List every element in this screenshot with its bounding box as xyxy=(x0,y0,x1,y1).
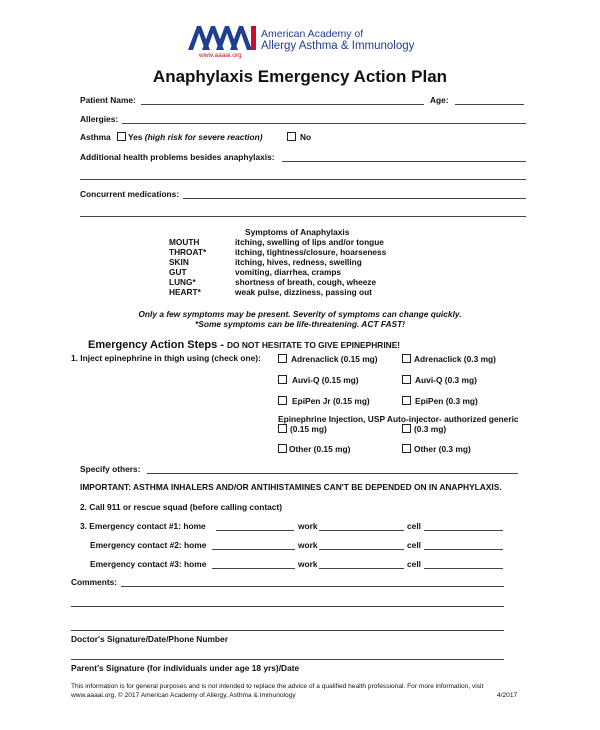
allergies-field[interactable] xyxy=(122,123,526,124)
asthma-yes-label xyxy=(128,132,263,142)
asthma-yes-text: Yes xyxy=(128,132,143,142)
symptom-desc: shortness of breath, cough, wheeze xyxy=(235,277,377,287)
symptom-desc: vomiting, diarrhea, cramps xyxy=(235,267,342,277)
symptom-desc: itching, hives, redness, swelling xyxy=(235,257,362,267)
medications-field-2[interactable] xyxy=(80,216,526,217)
doctor-signature-line[interactable] xyxy=(71,630,504,631)
website: www.aaaai.org xyxy=(199,52,242,59)
asthma-label: Asthma xyxy=(80,132,111,142)
asthma-yes-note: (high risk for severe reaction) xyxy=(144,132,263,142)
contact-3-home-field[interactable] xyxy=(212,568,295,569)
symptom-row xyxy=(169,247,386,257)
action-steps-heading xyxy=(88,339,400,351)
step-1-label: 1. Inject epinephrine in thigh using (check one): xyxy=(71,353,261,363)
symptoms-note-2: *Some symptoms can be life-threatening. ACT FAST! xyxy=(194,319,406,329)
comments-field-2[interactable] xyxy=(71,606,504,607)
comments-field[interactable] xyxy=(121,586,504,587)
additional-problems-label: Additional health problems besides anaphylaxis: xyxy=(80,152,275,162)
epipen-03-checkbox[interactable] xyxy=(402,396,411,405)
symptom-area: GUT xyxy=(169,267,187,277)
symptom-area: LUNG* xyxy=(169,277,196,287)
additional-problems-field[interactable] xyxy=(282,161,526,162)
symptom-area: MOUTH xyxy=(169,237,200,247)
symptoms-title: Symptoms of Anaphylaxis xyxy=(245,227,350,237)
symptom-row xyxy=(169,257,362,267)
contact-1-label: 3. Emergency contact #1: home xyxy=(80,521,206,531)
contact-2-label: Emergency contact #2: home xyxy=(90,540,207,550)
additional-problems-field-2[interactable] xyxy=(80,179,526,180)
contact-1-cell-label: cell xyxy=(407,521,421,531)
epipen-03-label: EpiPen (0.3 mg) xyxy=(415,396,478,406)
symptoms-table xyxy=(169,237,429,299)
contact-1-work-label: work xyxy=(298,521,318,531)
contact-3-label: Emergency contact #3: home xyxy=(90,559,207,569)
contact-3-cell-field[interactable] xyxy=(424,568,503,569)
patient-name-field[interactable] xyxy=(141,104,424,105)
epipen-jr-015-checkbox[interactable] xyxy=(278,396,287,405)
auviq-015-checkbox[interactable] xyxy=(278,375,287,384)
medications-field[interactable] xyxy=(183,198,526,199)
other-03-label: Other (0.3 mg) xyxy=(414,444,471,454)
symptom-desc: itching, tightness/closure, hoarseness xyxy=(235,247,387,257)
symptom-area: THROAT* xyxy=(169,247,207,257)
contact-1-work-field[interactable] xyxy=(319,530,404,531)
auviq-03-checkbox[interactable] xyxy=(402,375,411,384)
action-steps-subtitle: DO NOT HESITATE TO GIVE EPINEPHRINE! xyxy=(226,340,401,350)
symptom-area: SKIN xyxy=(169,257,189,267)
contact-1-cell-field[interactable] xyxy=(424,530,503,531)
adrenaclick-03-label: Adrenaclick (0.3 mg) xyxy=(414,354,496,364)
generic-03-checkbox[interactable] xyxy=(402,424,411,433)
contact-2-cell-label: cell xyxy=(407,540,421,550)
adrenaclick-03-checkbox[interactable] xyxy=(402,354,411,363)
step-2-label: 2. Call 911 or rescue squad (before calling contact) xyxy=(80,502,282,512)
contact-2-work-field[interactable] xyxy=(319,549,404,550)
action-steps-title: Emergency Action Steps - xyxy=(88,339,224,351)
age-field[interactable] xyxy=(455,104,524,105)
adrenaclick-015-checkbox[interactable] xyxy=(278,354,287,363)
other-015-label: Other (0.15 mg) xyxy=(289,444,351,454)
org-name-line1: American Academy of xyxy=(261,28,364,40)
symptom-row xyxy=(169,277,376,287)
contact-3-work-label: work xyxy=(298,559,318,569)
age-label: Age: xyxy=(430,95,449,105)
patient-name-label: Patient Name: xyxy=(80,95,136,105)
parent-signature-line[interactable] xyxy=(71,659,504,660)
other-015-checkbox[interactable] xyxy=(278,444,287,453)
asthma-yes-checkbox[interactable] xyxy=(117,132,126,141)
important-notice: IMPORTANT: ASTHMA INHALERS AND/OR ANTIHISTAMINES CAN'T BE DEPENDED ON IN ANAPHYLAXIS. xyxy=(80,482,502,492)
generic-03-label: (0.3 mg) xyxy=(414,424,447,434)
page-title: Anaphylaxis Emergency Action Plan xyxy=(152,67,448,86)
allergies-label: Allergies: xyxy=(80,114,119,124)
contact-2-work-label: work xyxy=(298,540,318,550)
comments-label: Comments: xyxy=(71,577,118,587)
contact-3-cell-label: cell xyxy=(407,559,421,569)
generic-015-label: (0.15 mg) xyxy=(290,424,327,434)
disclaimer-line-1: This information is for general purposes and is not intended to replace the advice of a qualified health professional. For more information, visit xyxy=(71,683,484,690)
org-name-line2: Allergy Asthma & Immunology xyxy=(261,40,415,52)
specify-others-label: Specify others: xyxy=(80,464,141,474)
symptom-desc: itching, swelling of lips and/or tongue xyxy=(235,237,384,247)
contact-3-work-field[interactable] xyxy=(319,568,404,569)
generic-label: Epinephrine Injection, USP Auto-injector- authorized generic xyxy=(278,414,519,424)
symptom-desc: weak pulse, dizziness, passing out xyxy=(235,287,372,297)
adrenaclick-015-label: Adrenaclick (0.15 mg) xyxy=(291,354,378,364)
doctor-signature-label: Doctor's Signature/Date/Phone Number xyxy=(71,634,228,644)
disclaimer-line-2: www.aaaai.org. © 2017 American Academy of Allergy, Asthma & Immunology xyxy=(71,692,296,699)
contact-2-cell-field[interactable] xyxy=(424,549,503,550)
generic-015-checkbox[interactable] xyxy=(278,424,287,433)
other-03-checkbox[interactable] xyxy=(402,444,411,453)
specify-others-field[interactable] xyxy=(147,473,518,474)
asthma-no-checkbox[interactable] xyxy=(287,132,296,141)
revision-date: 4/2017 xyxy=(497,692,518,699)
medications-label: Concurrent medications: xyxy=(80,189,180,199)
asthma-no-label: No xyxy=(300,132,312,142)
symptom-row xyxy=(169,267,341,277)
auviq-03-label: Auvi-Q (0.3 mg) xyxy=(415,375,477,385)
contact-2-home-field[interactable] xyxy=(212,549,295,550)
symptom-row xyxy=(169,287,372,297)
symptom-area: HEART* xyxy=(169,287,201,297)
epipen-jr-015-label: EpiPen Jr (0.15 mg) xyxy=(292,396,370,406)
parent-signature-label: Parent's Signature (for individuals under age 18 yrs)/Date xyxy=(71,663,300,673)
symptoms-note-1: Only a few symptoms may be present. Severity of symptoms can change quickly. xyxy=(138,309,462,319)
contact-1-home-field[interactable] xyxy=(216,530,294,531)
auviq-015-label: Auvi-Q (0.15 mg) xyxy=(292,375,359,385)
symptom-row xyxy=(169,237,384,247)
logo xyxy=(188,20,438,62)
